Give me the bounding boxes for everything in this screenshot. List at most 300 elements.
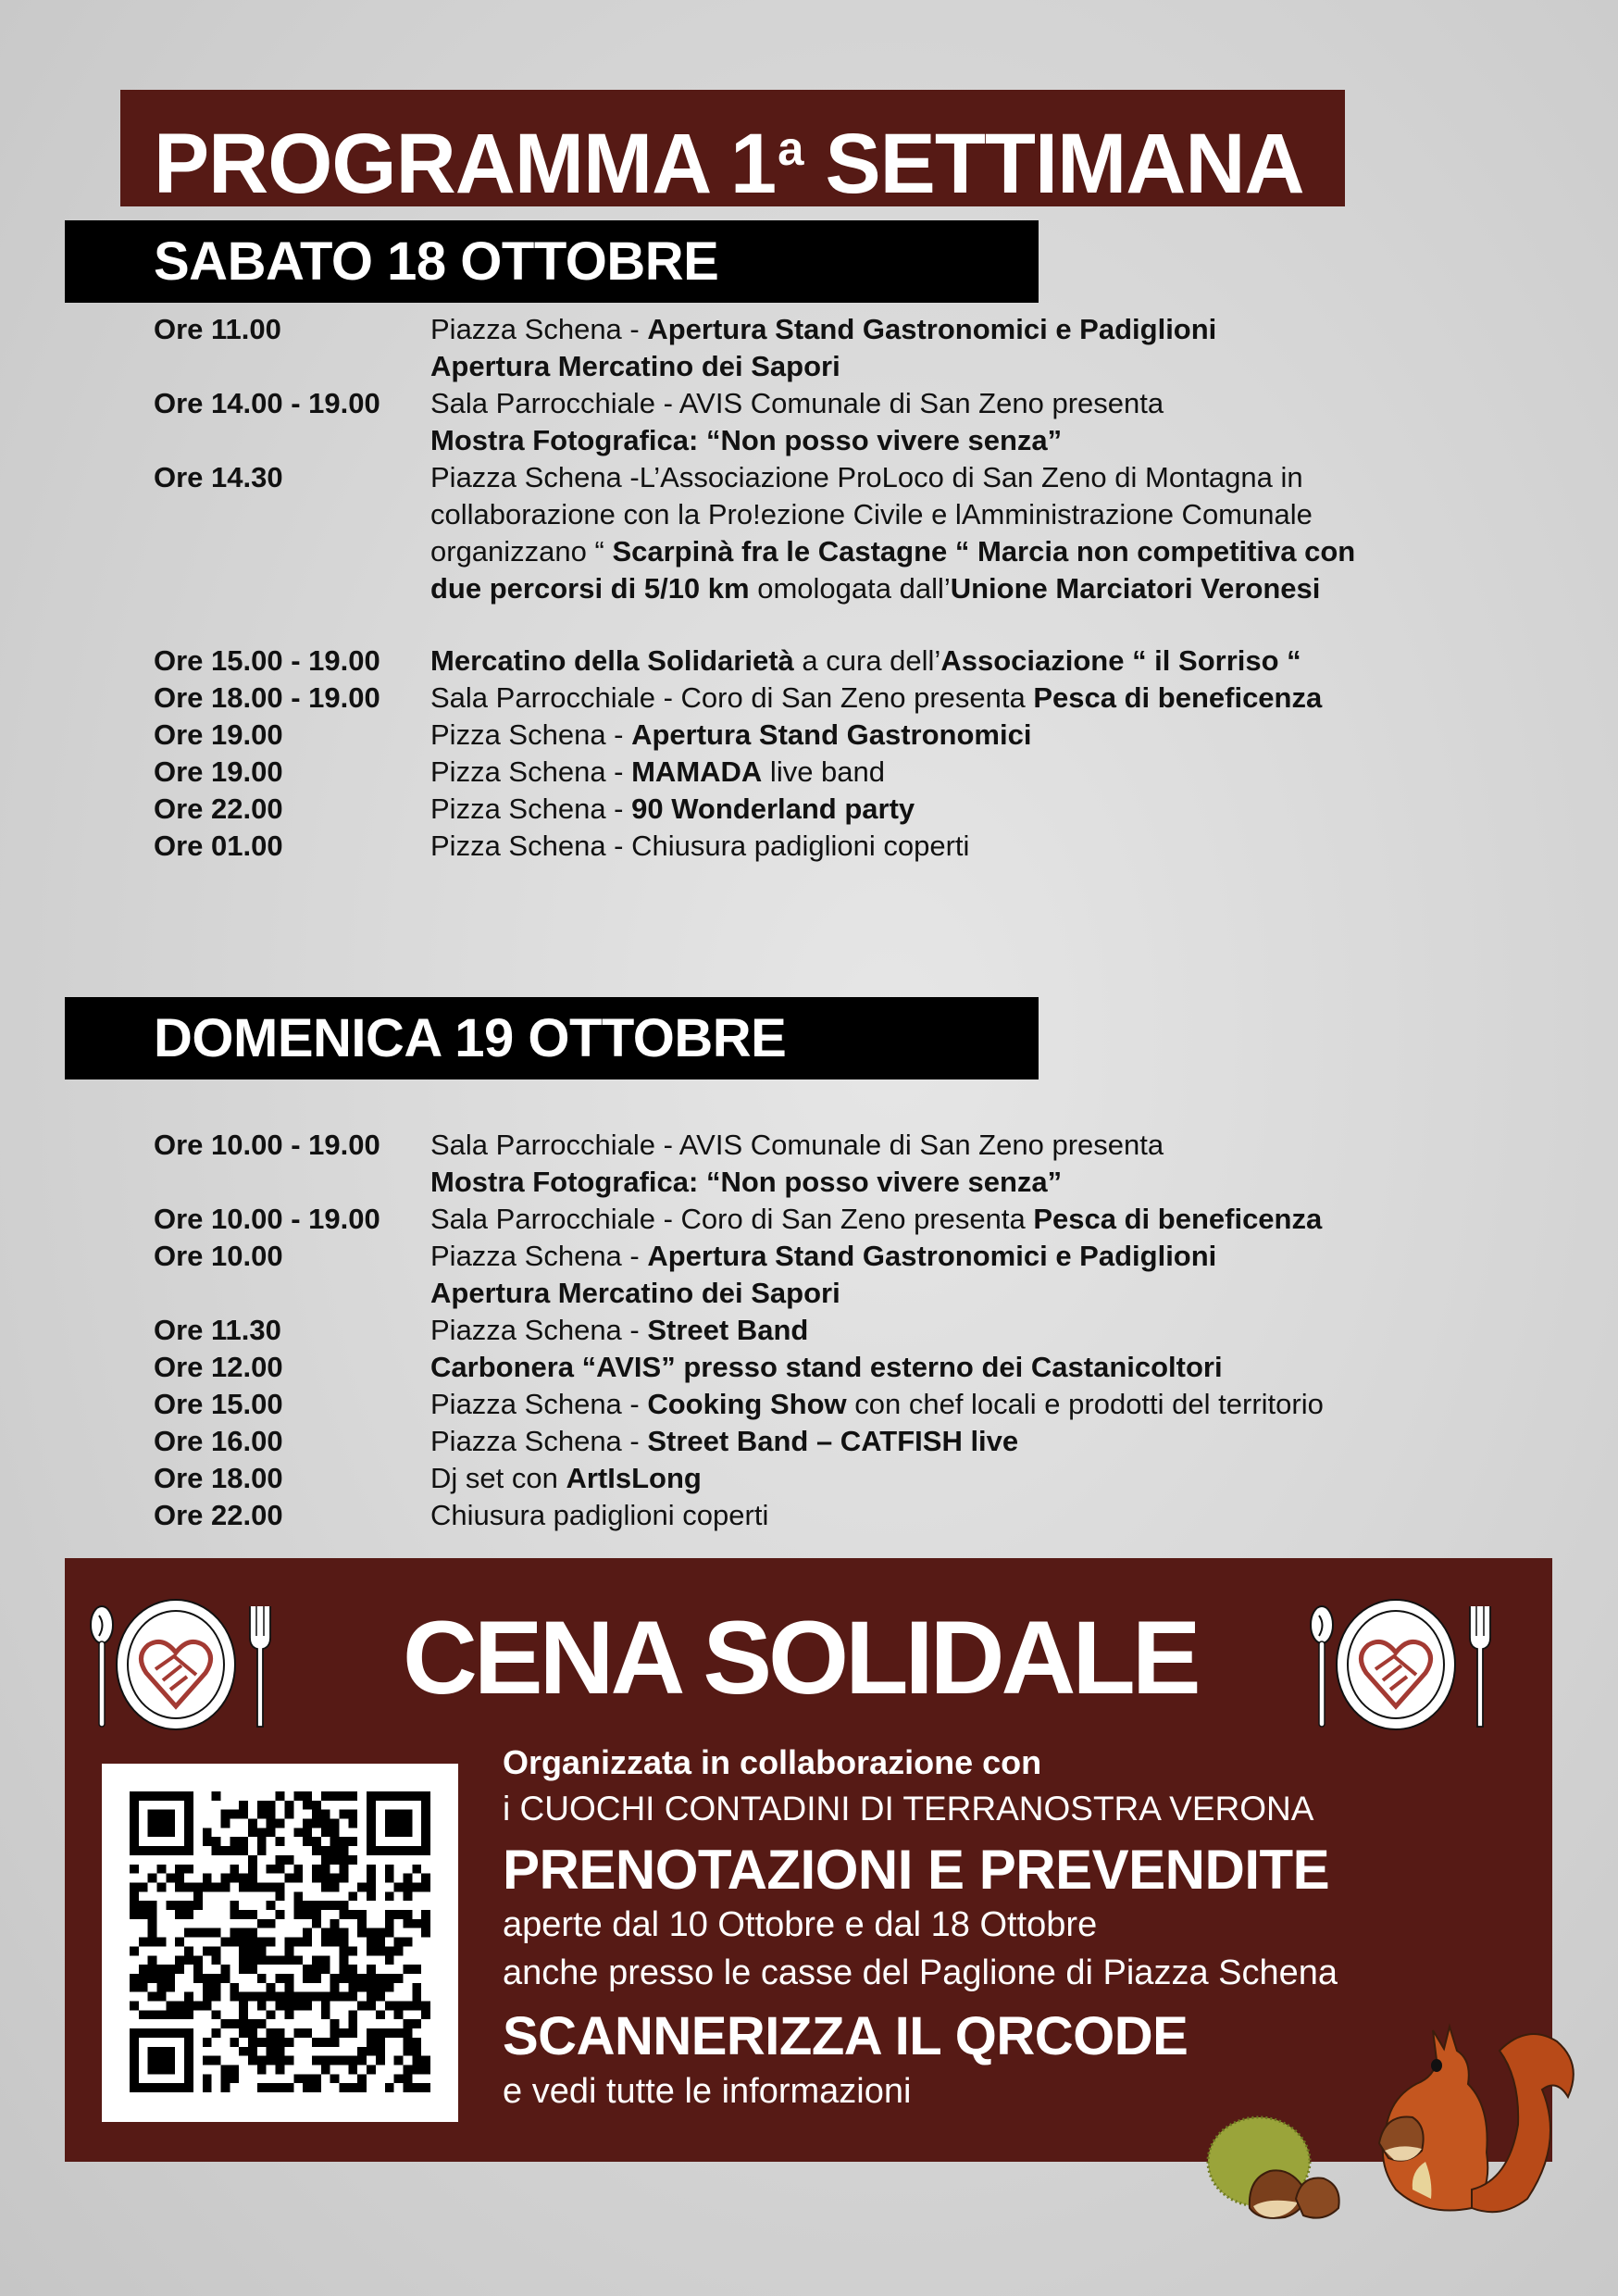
qr-module <box>403 1874 412 1883</box>
qr-module <box>248 1955 257 1965</box>
event-description <box>430 680 1322 717</box>
qr-module <box>276 1992 285 2002</box>
qr-module <box>267 1901 276 1910</box>
qr-module <box>330 1938 340 1947</box>
qr-module <box>276 1974 285 1983</box>
qr-finder <box>130 1846 193 1855</box>
qr-module <box>367 1928 376 1938</box>
event-highlight: Associazione “ il Sorriso “ <box>940 644 1301 677</box>
qr-module <box>340 1910 349 1919</box>
qr-module <box>276 2038 285 2047</box>
qr-module <box>139 1910 148 1919</box>
qr-module <box>220 2074 230 2083</box>
event-time: Ore 12.00 <box>154 1351 283 1383</box>
qr-module <box>157 1983 167 1992</box>
qr-module <box>348 1791 357 1801</box>
qr-module <box>340 1791 349 1801</box>
qr-module <box>184 1901 193 1910</box>
qr-module <box>340 1837 349 1846</box>
qr-module <box>330 2028 340 2038</box>
qr-module <box>193 1891 203 1901</box>
qr-module <box>376 2047 385 2056</box>
qr-module <box>248 1882 257 1891</box>
spoon-icon <box>91 1606 113 1727</box>
qr-module <box>412 2065 421 2074</box>
event-text: collaborazione con la Pro!ezione Civile e lAmministrazione Comunale <box>430 498 1313 530</box>
schedule-saturday <box>154 311 1496 865</box>
schedule-row <box>154 570 1496 607</box>
qr-module <box>230 1865 239 1874</box>
event-highlight: Unione Marciatori Veronesi <box>950 572 1321 605</box>
qr-module <box>148 1919 157 1928</box>
qr-module <box>376 2056 385 2065</box>
qr-module <box>403 1910 412 1919</box>
qr-module <box>267 1992 276 2002</box>
qr-module <box>303 1901 312 1910</box>
event-description <box>430 1238 1216 1275</box>
event-time: Ore 11.30 <box>154 1314 281 1346</box>
qr-module <box>403 1965 412 1974</box>
qr-module <box>284 1855 293 1865</box>
qr-module <box>321 2065 330 2074</box>
event-text: a cura dell’ <box>793 644 941 677</box>
day-header-sunday <box>65 997 1039 1079</box>
qr-module <box>303 1938 312 1947</box>
qr-module <box>212 1992 221 2002</box>
qr-finder <box>130 1791 139 1855</box>
qr-module <box>284 2002 293 2011</box>
qr-module <box>385 1874 394 1883</box>
qr-module <box>148 1974 157 1983</box>
qr-module <box>248 1874 257 1883</box>
event-highlight: due percorsi di 5/10 km <box>430 572 750 605</box>
cutlery-plate-emblem <box>1305 1595 1527 1734</box>
event-description <box>430 348 840 385</box>
qr-module <box>321 2010 330 2019</box>
event-text: Piazza Schena - <box>430 1388 648 1420</box>
qr-module <box>184 2010 193 2019</box>
qr-module <box>340 1865 349 1874</box>
qr-module <box>284 2056 293 2065</box>
qr-module <box>394 1938 404 1947</box>
event-description <box>430 828 969 865</box>
qr-module <box>212 1791 221 1801</box>
qr-module <box>230 1874 239 1883</box>
qr-module <box>348 1992 357 2002</box>
schedule-row <box>154 385 1496 422</box>
event-description <box>430 717 1031 754</box>
qr-module <box>340 1928 349 1938</box>
qr-module <box>340 1901 349 1910</box>
qr-module <box>394 2010 404 2019</box>
qr-module <box>239 1955 248 1965</box>
qr-module <box>293 1828 303 1837</box>
qr-module <box>148 1928 157 1938</box>
qr-module <box>340 1810 349 1819</box>
qr-module <box>257 2038 267 2047</box>
qr-module <box>421 2056 430 2065</box>
event-time: Ore 15.00 <box>154 1388 283 1420</box>
event-description <box>430 570 1320 607</box>
qr-module <box>220 1882 230 1891</box>
qr-module <box>220 1846 230 1855</box>
qr-module <box>130 1865 139 1874</box>
qr-module <box>330 1919 340 1928</box>
qr-module <box>293 1865 303 1874</box>
qr-module <box>220 2065 230 2074</box>
qr-module <box>312 1846 321 1855</box>
event-description <box>430 1275 840 1312</box>
qr-module <box>293 1955 303 1965</box>
qr-module <box>303 2083 312 2092</box>
qr-module <box>330 1874 340 1883</box>
qr-finder <box>130 2028 193 2038</box>
qr-module <box>293 1938 303 1947</box>
qr-module <box>230 2038 239 2047</box>
qr-module <box>203 1992 212 2002</box>
qr-module <box>357 2056 367 2065</box>
qr-module <box>212 1955 221 1965</box>
event-time: Ore 15.00 - 19.00 <box>154 644 380 677</box>
qr-module <box>267 2010 276 2019</box>
qr-module <box>367 1882 376 1891</box>
qr-finder <box>130 2028 139 2092</box>
qr-module <box>312 1801 321 1810</box>
qr-module <box>230 2065 239 2074</box>
qr-module <box>330 1819 340 1828</box>
qr-module <box>239 1928 248 1938</box>
qr-module <box>367 1992 376 2002</box>
qr-module <box>367 2038 376 2047</box>
qr-module <box>166 1901 175 1910</box>
qr-module <box>330 2056 340 2065</box>
qr-module <box>321 1846 330 1855</box>
qr-module <box>403 2002 412 2011</box>
qr-module <box>348 1810 357 1819</box>
qr-module <box>340 1965 349 1974</box>
qr-module <box>385 2083 394 2092</box>
qr-module <box>357 1928 367 1938</box>
schedule-row <box>154 717 1496 754</box>
qr-module <box>394 1882 404 1891</box>
event-time: Ore 14.30 <box>154 461 283 493</box>
event-text: Sala Parrocchiale - AVIS Comunale di San Zeno presenta <box>430 1129 1164 1161</box>
qr-module <box>348 2028 357 2038</box>
qr-finder <box>367 1791 376 1855</box>
schedule-row <box>154 348 1496 385</box>
qr-module <box>312 1810 321 1819</box>
qr-module <box>276 2056 285 2065</box>
qr-module <box>230 2074 239 2083</box>
qr-module <box>230 1992 239 2002</box>
qr-module <box>276 1855 285 1865</box>
qr-module <box>321 1901 330 1910</box>
qr-module <box>340 1946 349 1955</box>
qr-module <box>257 2002 267 2011</box>
scan-subtitle: e vedi tutte le informazioni <box>503 2072 912 2111</box>
qr-module <box>340 1938 349 1947</box>
event-time: Ore 01.00 <box>154 830 283 862</box>
qr-module <box>184 2002 193 2011</box>
qr-module <box>348 1855 357 1865</box>
qr-module <box>239 1874 248 1883</box>
qr-module <box>303 2028 312 2038</box>
event-text: Piazza Schena - <box>430 313 648 345</box>
schedule-row <box>154 680 1496 717</box>
qr-module <box>367 1983 376 1992</box>
qr-module <box>239 2019 248 2028</box>
qr-module <box>357 1974 367 1983</box>
qr-module <box>184 1882 193 1891</box>
qr-module <box>303 1974 312 1983</box>
qr-module <box>276 1865 285 1874</box>
qr-module <box>330 1974 340 1983</box>
qr-finder <box>184 2028 193 2092</box>
qr-module <box>303 1928 312 1938</box>
qr-module <box>394 1974 404 1983</box>
qr-module <box>412 2083 421 2092</box>
qr-module <box>403 2028 412 2038</box>
qr-module <box>321 1828 330 1837</box>
qr-module <box>348 1965 357 1974</box>
qr-module <box>312 2056 321 2065</box>
qr-module <box>321 1928 330 1938</box>
qr-module <box>220 1965 230 1974</box>
event-text: Sala Parrocchiale - Coro di San Zeno presenta <box>430 1203 1034 1235</box>
qr-module <box>193 1882 203 1891</box>
cutlery-plate-emblem <box>85 1595 307 1734</box>
qr-module <box>385 2002 394 2011</box>
event-text: omologata dall’ <box>749 572 951 605</box>
qr-module <box>230 1846 239 1855</box>
qr-module <box>257 1837 267 1846</box>
qr-module <box>239 1837 248 1846</box>
qr-module <box>367 1891 376 1901</box>
qr-module <box>412 1965 421 1974</box>
qr-module <box>175 1938 184 1947</box>
qr-module <box>357 1910 367 1919</box>
qr-module <box>348 2019 357 2028</box>
qr-module <box>276 2002 285 2011</box>
event-time: Ore 10.00 - 19.00 <box>154 1129 380 1161</box>
qr-module <box>166 1983 175 1992</box>
qr-module <box>175 1874 184 1883</box>
qr-module <box>239 1801 248 1810</box>
qr-module <box>220 2019 230 2028</box>
qr-module <box>357 1983 367 1992</box>
qr-module <box>412 2056 421 2065</box>
qr-module <box>257 1846 267 1855</box>
event-highlight: 90 Wonderland party <box>631 792 915 825</box>
qr-code[interactable] <box>102 1764 458 2122</box>
qr-module <box>267 2028 276 2038</box>
qr-module <box>376 1928 385 1938</box>
plate-heart-handshake-icon <box>117 1600 235 1729</box>
schedule-row <box>154 459 1496 496</box>
qr-module <box>394 2056 404 2065</box>
qr-module <box>412 1992 421 2002</box>
event-description <box>430 385 1164 422</box>
squirrel-icon <box>1379 2027 1574 2212</box>
qr-module <box>376 2010 385 2019</box>
schedule-row <box>154 1497 1496 1534</box>
qr-module <box>330 2019 340 2028</box>
qr-module <box>321 1810 330 1819</box>
qr-module <box>403 1919 412 1928</box>
qr-module <box>230 1901 239 1910</box>
qr-module <box>340 2028 349 2038</box>
qr-module <box>312 2074 321 2083</box>
event-time: Ore 16.00 <box>154 1425 283 1457</box>
qr-module <box>239 1938 248 1947</box>
qr-module <box>239 1846 248 1855</box>
qr-module <box>412 1882 421 1891</box>
schedule-row <box>154 828 1496 865</box>
event-description <box>430 311 1216 348</box>
qr-module <box>230 1910 239 1919</box>
qr-module <box>276 2047 285 2056</box>
qr-finder <box>184 1791 193 1855</box>
qr-module <box>321 1874 330 1883</box>
qr-module <box>276 1791 285 1801</box>
qr-module <box>412 2047 421 2056</box>
qr-module <box>412 1919 421 1928</box>
qr-module <box>367 1865 376 1874</box>
qr-module <box>239 1946 248 1955</box>
qr-module <box>330 1791 340 1801</box>
qr-module <box>284 1874 293 1883</box>
qr-module <box>220 1938 230 1947</box>
qr-module <box>157 1974 167 1983</box>
qr-module <box>230 1810 239 1819</box>
qr-module <box>175 1965 184 1974</box>
schedule-row <box>154 754 1496 791</box>
qr-module <box>248 1855 257 1865</box>
qr-module <box>166 2002 175 2011</box>
qr-module <box>175 2010 184 2019</box>
qr-module <box>157 1965 167 1974</box>
qr-module <box>212 1974 221 1983</box>
day-header-saturday <box>65 220 1039 303</box>
qr-module <box>312 1874 321 1883</box>
qr-code-pattern <box>130 1791 430 2092</box>
qr-module <box>203 1874 212 1883</box>
qr-module <box>421 1882 430 1891</box>
schedule-row <box>154 533 1496 570</box>
qr-module <box>421 1910 430 1919</box>
event-text: Chiusura padiglioni coperti <box>430 1499 769 1531</box>
qr-module <box>139 1901 148 1910</box>
event-highlight: ArtIsLong <box>566 1462 702 1494</box>
qr-module <box>403 2047 412 2056</box>
qr-module <box>403 1891 412 1901</box>
qr-module <box>267 1955 276 1965</box>
qr-module <box>276 1955 285 1965</box>
schedule-row <box>154 311 1496 348</box>
qr-module <box>394 2074 404 2083</box>
qr-module <box>267 1819 276 1828</box>
qr-module <box>267 1865 276 1874</box>
qr-module <box>184 1928 193 1938</box>
qr-module <box>312 1919 321 1928</box>
qr-module <box>212 2028 221 2038</box>
qr-module <box>139 2010 148 2019</box>
qr-module <box>367 1938 376 1947</box>
qr-module <box>193 2002 203 2011</box>
qr-module <box>248 1992 257 2002</box>
event-highlight: Street Band – CATFISH live <box>647 1425 1019 1457</box>
qr-module <box>385 1955 394 1965</box>
schedule-row <box>154 1349 1496 1386</box>
qr-module <box>376 1983 385 1992</box>
qr-module <box>303 1965 312 1974</box>
qr-module <box>312 1965 321 1974</box>
qr-module <box>212 1983 221 1992</box>
qr-module <box>330 1901 340 1910</box>
event-text: Piazza Schena - <box>430 1240 648 1272</box>
qr-module <box>330 1992 340 2002</box>
schedule-spacer <box>154 607 1496 643</box>
qr-module <box>248 1965 257 1974</box>
qr-module <box>276 1819 285 1828</box>
qr-module <box>212 1946 221 1955</box>
qr-module <box>348 2056 357 2065</box>
qr-module <box>330 1882 340 1891</box>
qr-module <box>330 2074 340 2083</box>
qr-module <box>303 1992 312 2002</box>
qr-module <box>412 2019 421 2028</box>
program-title <box>154 103 1304 210</box>
qr-module <box>376 1992 385 2002</box>
qr-module <box>239 2002 248 2011</box>
qr-module <box>139 1983 148 1992</box>
qr-module <box>293 1901 303 1910</box>
qr-module <box>348 1819 357 1828</box>
cena-title: CENA SOLIDALE <box>403 1600 1198 1716</box>
qr-module <box>376 1974 385 1983</box>
schedule-row <box>154 496 1496 533</box>
qr-module <box>376 2038 385 2047</box>
qr-module <box>230 1938 239 1947</box>
qr-module <box>130 1946 139 1955</box>
qr-module <box>284 2083 293 2092</box>
qr-module <box>157 1992 167 2002</box>
qr-module <box>130 1882 139 1891</box>
qr-module <box>148 1992 157 2002</box>
qr-module <box>321 1855 330 1865</box>
qr-module <box>203 1983 212 1992</box>
qr-module <box>284 1938 293 1947</box>
qr-module <box>367 1965 376 1974</box>
event-time: Ore 19.00 <box>154 718 283 751</box>
qr-module <box>230 1837 239 1846</box>
qr-module <box>394 1910 404 1919</box>
qr-module <box>239 1965 248 1974</box>
qr-module <box>385 2028 394 2038</box>
qr-module <box>284 1801 293 1810</box>
qr-module <box>148 1955 157 1965</box>
qr-module <box>230 2019 239 2028</box>
qr-module <box>312 1837 321 1846</box>
qr-module <box>340 1992 349 2002</box>
schedule-row <box>154 1423 1496 1460</box>
qr-module <box>193 1965 203 1974</box>
event-time: Ore 19.00 <box>154 755 283 788</box>
qr-module <box>421 2010 430 2019</box>
event-time: Ore 18.00 <box>154 1462 283 1494</box>
qr-module <box>248 2056 257 2065</box>
qr-module <box>421 1919 430 1928</box>
